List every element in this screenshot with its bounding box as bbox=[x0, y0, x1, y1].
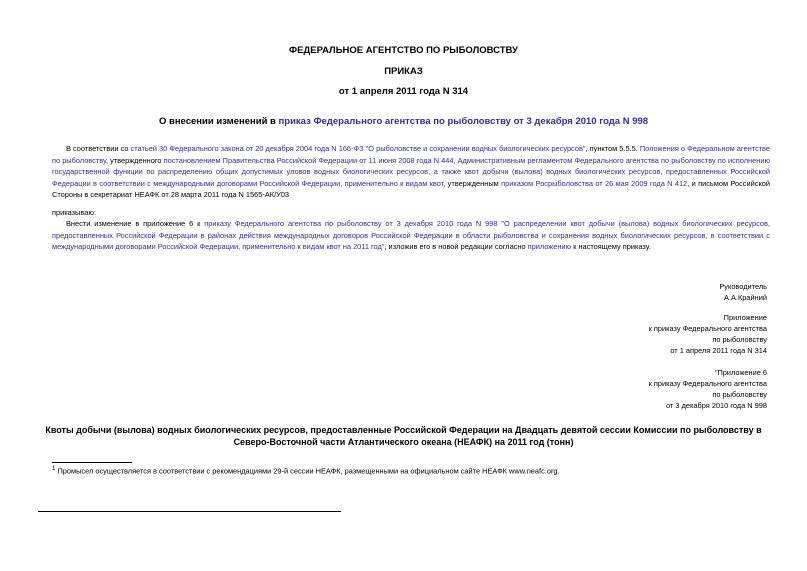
agency-heading: ФЕДЕРАЛЬНОЕ АГЕНТСТВО ПО РЫБОЛОВСТВУ bbox=[289, 45, 518, 56]
footnote-mark: 1 bbox=[52, 465, 56, 472]
subject-link[interactable]: приказ Федерального агентства по рыболовству от 3 декабря 2010 года N 998 bbox=[278, 116, 649, 127]
preamble-paragraph bbox=[52, 143, 770, 201]
order-word: приказываю: bbox=[52, 208, 96, 217]
body-text-2: , изложив его в новой редакции согласно bbox=[384, 242, 528, 252]
preamble-text-4: , bbox=[453, 155, 458, 165]
preamble-text-6: , и письмом Российской Стороны в секретариат НЕАФК от 28 марта 2011 года N 1565-АК/У03 bbox=[52, 178, 770, 200]
footnote bbox=[52, 465, 560, 475]
administrative-regulation-link[interactable]: Административным регламентом Федерального агентства по рыболовству по исполнению государственной функции по распределению общих допустимых уловов водных биологических ресурсов, а также квот добычи (вылова) водных биологических ресурсов, предоставленных Российской Федерации в соответствии с международными договорами Российской Федерации, применительно к видам квот bbox=[52, 155, 770, 188]
signature-block bbox=[719, 281, 767, 303]
preamble-text-3: , утвержденного bbox=[105, 155, 164, 165]
footnote-divider bbox=[52, 462, 132, 463]
appendix-link[interactable]: приложению bbox=[527, 242, 572, 252]
signature-position: Руководитель bbox=[719, 282, 767, 291]
preamble-text-5: , утвержденным bbox=[443, 178, 502, 188]
footnote-text: Промысел осуществляется в соответствии с рекомендациями 29-й сессии НЕАФК, размещенными на официальном сайте НЕАФК www.neafc.org. bbox=[57, 466, 560, 476]
bottom-divider bbox=[38, 511, 341, 512]
body-text-3: к настоящему приказу. bbox=[571, 242, 651, 252]
appendix-line: по рыболовству bbox=[712, 335, 767, 344]
agency-regulation-link[interactable]: Положения о Федеральном агентстве по рыболовству bbox=[52, 144, 770, 165]
appendix6-block bbox=[649, 367, 767, 411]
preamble-text-1: В соответствии со bbox=[66, 144, 131, 153]
appendix6-line: "Приложение 6 bbox=[714, 368, 767, 377]
preamble-text-2: , пунктом 5.5.5. bbox=[585, 144, 640, 153]
appendix-block bbox=[649, 312, 767, 356]
subject-prefix: О внесении изменений в bbox=[158, 116, 279, 127]
rosrybolovstvo-order-link[interactable]: приказом Росрыболовства от 26 мая 2009 года N 412 bbox=[501, 178, 688, 188]
law-article-link[interactable]: статьей 30 Федерального закона от 20 декабря 2004 года N 166-ФЗ "О рыболовстве и сохранении водных биологических ресурсов" bbox=[130, 144, 586, 153]
doc-subject bbox=[0, 116, 807, 127]
body-text-1: Внести изменение в приложение 6 к bbox=[66, 219, 205, 228]
order-body-paragraph bbox=[52, 218, 770, 253]
appendix-line: к приказу Федерального агентства bbox=[648, 324, 767, 333]
appendix6-line: от 3 декабря 2010 года N 998 bbox=[666, 401, 767, 410]
doc-type-heading: ПРИКАЗ bbox=[384, 66, 423, 77]
order-998-link[interactable]: приказу Федерального агентства по рыболовству от 3 декабря 2010 года N 998 "О распределении квот добычи (вылова) водных биологических ресурсов, предоставленных Российской Федерации в районах действия международных договоров Российской Федерации в области рыболовства и сохранения водных биологических ресурсов, в соответствии с международными договорами Российской Федерации, применительно к видам квот на 2011 год" bbox=[52, 219, 770, 252]
appendix6-line: к приказу Федерального агентства bbox=[648, 379, 767, 388]
government-decree-link[interactable]: постановлением Правительства Российской Федерации от 11 июня 2008 года N 444 bbox=[163, 155, 454, 165]
doc-date-number: от 1 апреля 2011 года N 314 bbox=[338, 86, 469, 97]
appendix-line: от 1 апреля 2011 года N 314 bbox=[670, 346, 767, 355]
appendix6-line: по рыболовству bbox=[712, 390, 767, 399]
signature-name: А.А.Крайний bbox=[724, 293, 767, 302]
quota-table-title: Квоты добычи (вылова) водных биологических ресурсов, предоставленные Российской Федерации на Двадцать девятой сессии Комиссии по рыболовству в Северо-Восточной части Атлантического океана (НЕАФК) на 2011 год (тонн) bbox=[45, 425, 762, 447]
appendix-line: Приложение bbox=[723, 313, 767, 322]
